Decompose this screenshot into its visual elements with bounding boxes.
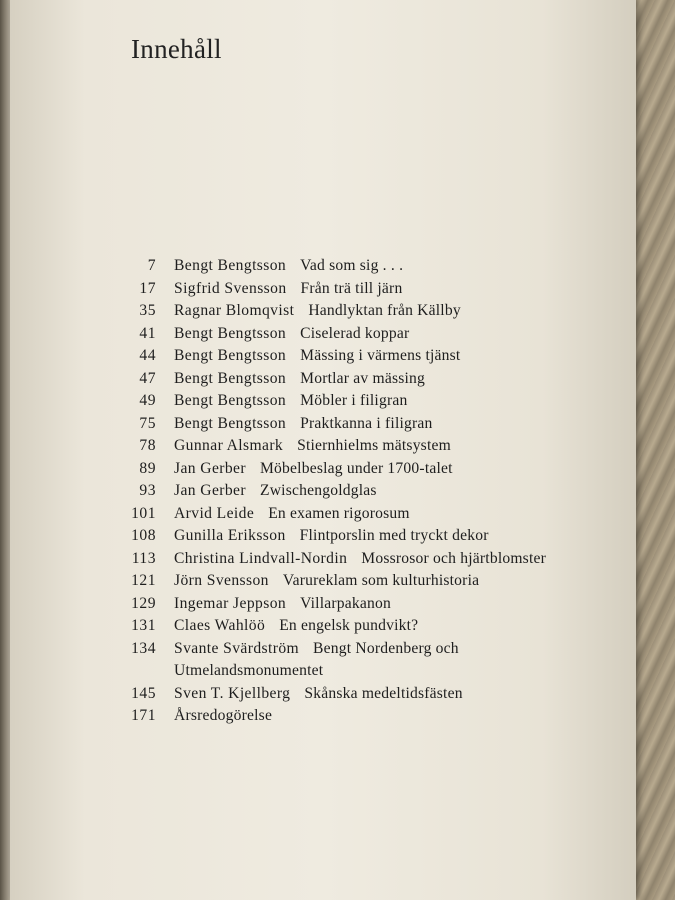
toc-entry <box>114 638 584 683</box>
toc-entry-text <box>174 458 584 481</box>
toc-entry <box>114 255 584 278</box>
toc-entry-text <box>174 638 584 683</box>
toc-title: Mässing i värmens tjänst <box>300 347 461 364</box>
toc-page-number: 75 <box>139 414 156 432</box>
toc-title: Möbelbeslag under 1700-talet <box>259 459 453 477</box>
toc-author: Bengt Bengtsson <box>174 324 287 342</box>
toc-entry <box>114 525 584 548</box>
toc-title: En examen rigorosum <box>268 504 410 522</box>
toc-entry <box>114 570 584 593</box>
toc-entry <box>114 368 584 391</box>
toc-page-number: 171 <box>131 707 156 724</box>
toc-author: Svante Svärdström <box>174 639 300 657</box>
page-title: Innehåll <box>131 34 222 64</box>
toc-page-number: 131 <box>131 617 156 634</box>
toc-entry <box>114 390 584 413</box>
toc-page-number: 41 <box>139 324 156 342</box>
toc-page-number: 47 <box>139 369 156 387</box>
toc-entry <box>114 480 584 503</box>
toc-title: Årsredogörelse <box>174 707 273 724</box>
toc-page-number: 101 <box>131 504 156 522</box>
toc-author: Bengt Bengtsson <box>174 392 287 409</box>
toc-title: Möbler i filigran <box>300 392 408 409</box>
toc-entry <box>114 435 584 458</box>
toc-page-number: 78 <box>139 437 156 454</box>
toc-page-number: 134 <box>131 639 156 657</box>
toc-page-number: 89 <box>139 459 156 477</box>
toc-entry-text <box>174 593 584 616</box>
toc-entry-text <box>174 323 584 346</box>
toc-entry-text <box>174 390 584 413</box>
toc-author: Christina Lindvall-Nordin <box>174 549 348 567</box>
toc-page-number: 145 <box>131 684 156 702</box>
toc-entry <box>114 300 584 323</box>
toc-title: Vad som sig . . . <box>300 257 404 274</box>
toc-author: Gunnar Alsmark <box>174 437 284 454</box>
toc-entry-text <box>174 255 584 278</box>
toc-title: Mossrosor och hjärtblomster <box>361 549 546 567</box>
toc-title: Bengt Nordenberg och Utmelandsmonumentet <box>174 639 463 679</box>
toc-title: En engelsk pundvikt? <box>279 617 419 634</box>
toc-title: Stiernhielms mätsystem <box>297 437 451 454</box>
toc-entry <box>114 278 584 301</box>
toc-title: Ciselerad koppar <box>300 324 410 342</box>
toc-author: Jan Gerber <box>174 482 246 499</box>
toc-page-number: 129 <box>131 594 156 612</box>
book-page <box>10 0 636 900</box>
toc-title: Praktkanna i filigran <box>300 414 433 432</box>
toc-page-number: 93 <box>139 482 156 499</box>
toc-entry-text <box>174 413 584 436</box>
toc-page-number: 35 <box>139 302 156 319</box>
toc-entry-text <box>174 300 584 323</box>
toc-entry-text <box>174 548 584 571</box>
toc-entry-text <box>174 435 584 458</box>
toc-page-number: 121 <box>131 572 156 589</box>
toc-entry-text <box>174 278 584 301</box>
toc-title: Flintporslin med tryckt dekor <box>299 527 489 544</box>
toc-author: Bengt Bengtsson <box>174 369 287 387</box>
toc-page-number: 17 <box>139 279 156 297</box>
toc-entry-text <box>174 705 584 728</box>
toc-title: Handlyktan från Källby <box>308 302 461 319</box>
toc-author: Bengt Bengtsson <box>174 257 287 274</box>
toc-entry-text <box>174 525 584 548</box>
toc-title: Mortlar av mässing <box>300 369 426 387</box>
toc-entry <box>114 705 584 728</box>
toc-entry <box>114 548 584 571</box>
toc-title: Villarpakanon <box>300 594 391 612</box>
toc-title: Från trä till järn <box>300 279 403 297</box>
toc-entry-text <box>174 615 584 638</box>
toc-page-number: 113 <box>131 549 156 567</box>
toc-entry-text <box>174 683 584 706</box>
toc-author: Jörn Svensson <box>174 572 269 589</box>
toc-page-number: 108 <box>131 527 156 544</box>
toc-entry-text <box>174 570 584 593</box>
toc-author: Bengt Bengtsson <box>174 414 287 432</box>
toc-entry <box>114 323 584 346</box>
toc-entry-text <box>174 480 584 503</box>
toc-author: Bengt Bengtsson <box>174 347 287 364</box>
toc-page-number: 7 <box>147 257 156 274</box>
toc-author: Sigfrid Svensson <box>174 279 287 297</box>
toc-entry <box>114 683 584 706</box>
toc-entry <box>114 458 584 481</box>
toc-title: Varureklam som kulturhistoria <box>282 572 480 589</box>
toc-page-number: 44 <box>139 347 156 364</box>
toc-author: Jan Gerber <box>174 459 246 477</box>
toc-author: Ragnar Blomqvist <box>174 302 295 319</box>
toc-entry <box>114 345 584 368</box>
toc-entry <box>114 503 584 526</box>
toc-author: Ingemar Jeppson <box>174 594 287 612</box>
toc-entry-text <box>174 503 584 526</box>
toc-author: Claes Wahlöö <box>174 617 266 634</box>
toc-entry <box>114 615 584 638</box>
toc-title: Skånska medeltidsfästen <box>304 684 463 702</box>
toc-author: Sven T. Kjellberg <box>174 684 291 702</box>
toc-entry-text <box>174 345 584 368</box>
toc-author: Gunilla Eriksson <box>174 527 286 544</box>
toc-entry <box>114 413 584 436</box>
toc-entry-text <box>174 368 584 391</box>
table-of-contents <box>114 255 584 728</box>
toc-author: Arvid Leide <box>174 504 255 522</box>
toc-page-number: 49 <box>139 392 156 409</box>
toc-entry <box>114 593 584 616</box>
toc-title: Zwischengoldglas <box>259 482 377 499</box>
